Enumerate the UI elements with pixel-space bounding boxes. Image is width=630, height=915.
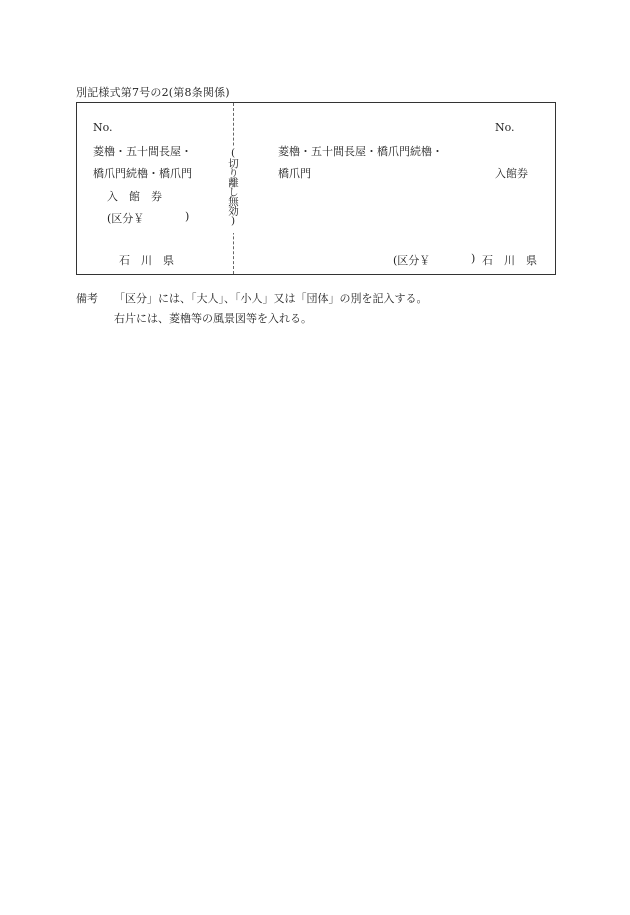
stub-category-close: ) [185,210,190,223]
note-line-2: 右片には、菱櫓等の風景図等を入れる。 [114,312,312,325]
stub-issuer: 石 川 県 [119,254,174,267]
cut-notice: (切り離し無効) [225,147,241,233]
note-line-1: 「区分」には、「大人」、「小人」又は「団体」の別を記入する。 [114,292,428,305]
main-number: No. [495,121,515,134]
main-name-line1: 菱櫓・五十間長屋・橋爪門続櫓・ [278,145,443,158]
ticket-form [76,102,556,275]
main-category-open: (区分￥ [393,254,431,267]
main-ticket-type: 入館券 [495,167,528,180]
stub-name-line1: 菱櫓・五十間長屋・ [93,145,192,158]
stub-ticket-type: 入 館 券 [107,190,162,203]
main-name-line2: 橋爪門 [278,167,311,180]
stub-number: No. [93,121,113,134]
stub-category-open: (区分￥ [107,212,145,225]
form-heading: 別記様式第7号の2(第8条関係) [76,86,230,99]
main-category-close: ) [471,252,476,265]
main-issuer: 石 川 県 [482,254,537,267]
notes-label: 備考 [76,292,98,305]
stub-name-line2: 橋爪門続櫓・橋爪門 [93,167,192,180]
